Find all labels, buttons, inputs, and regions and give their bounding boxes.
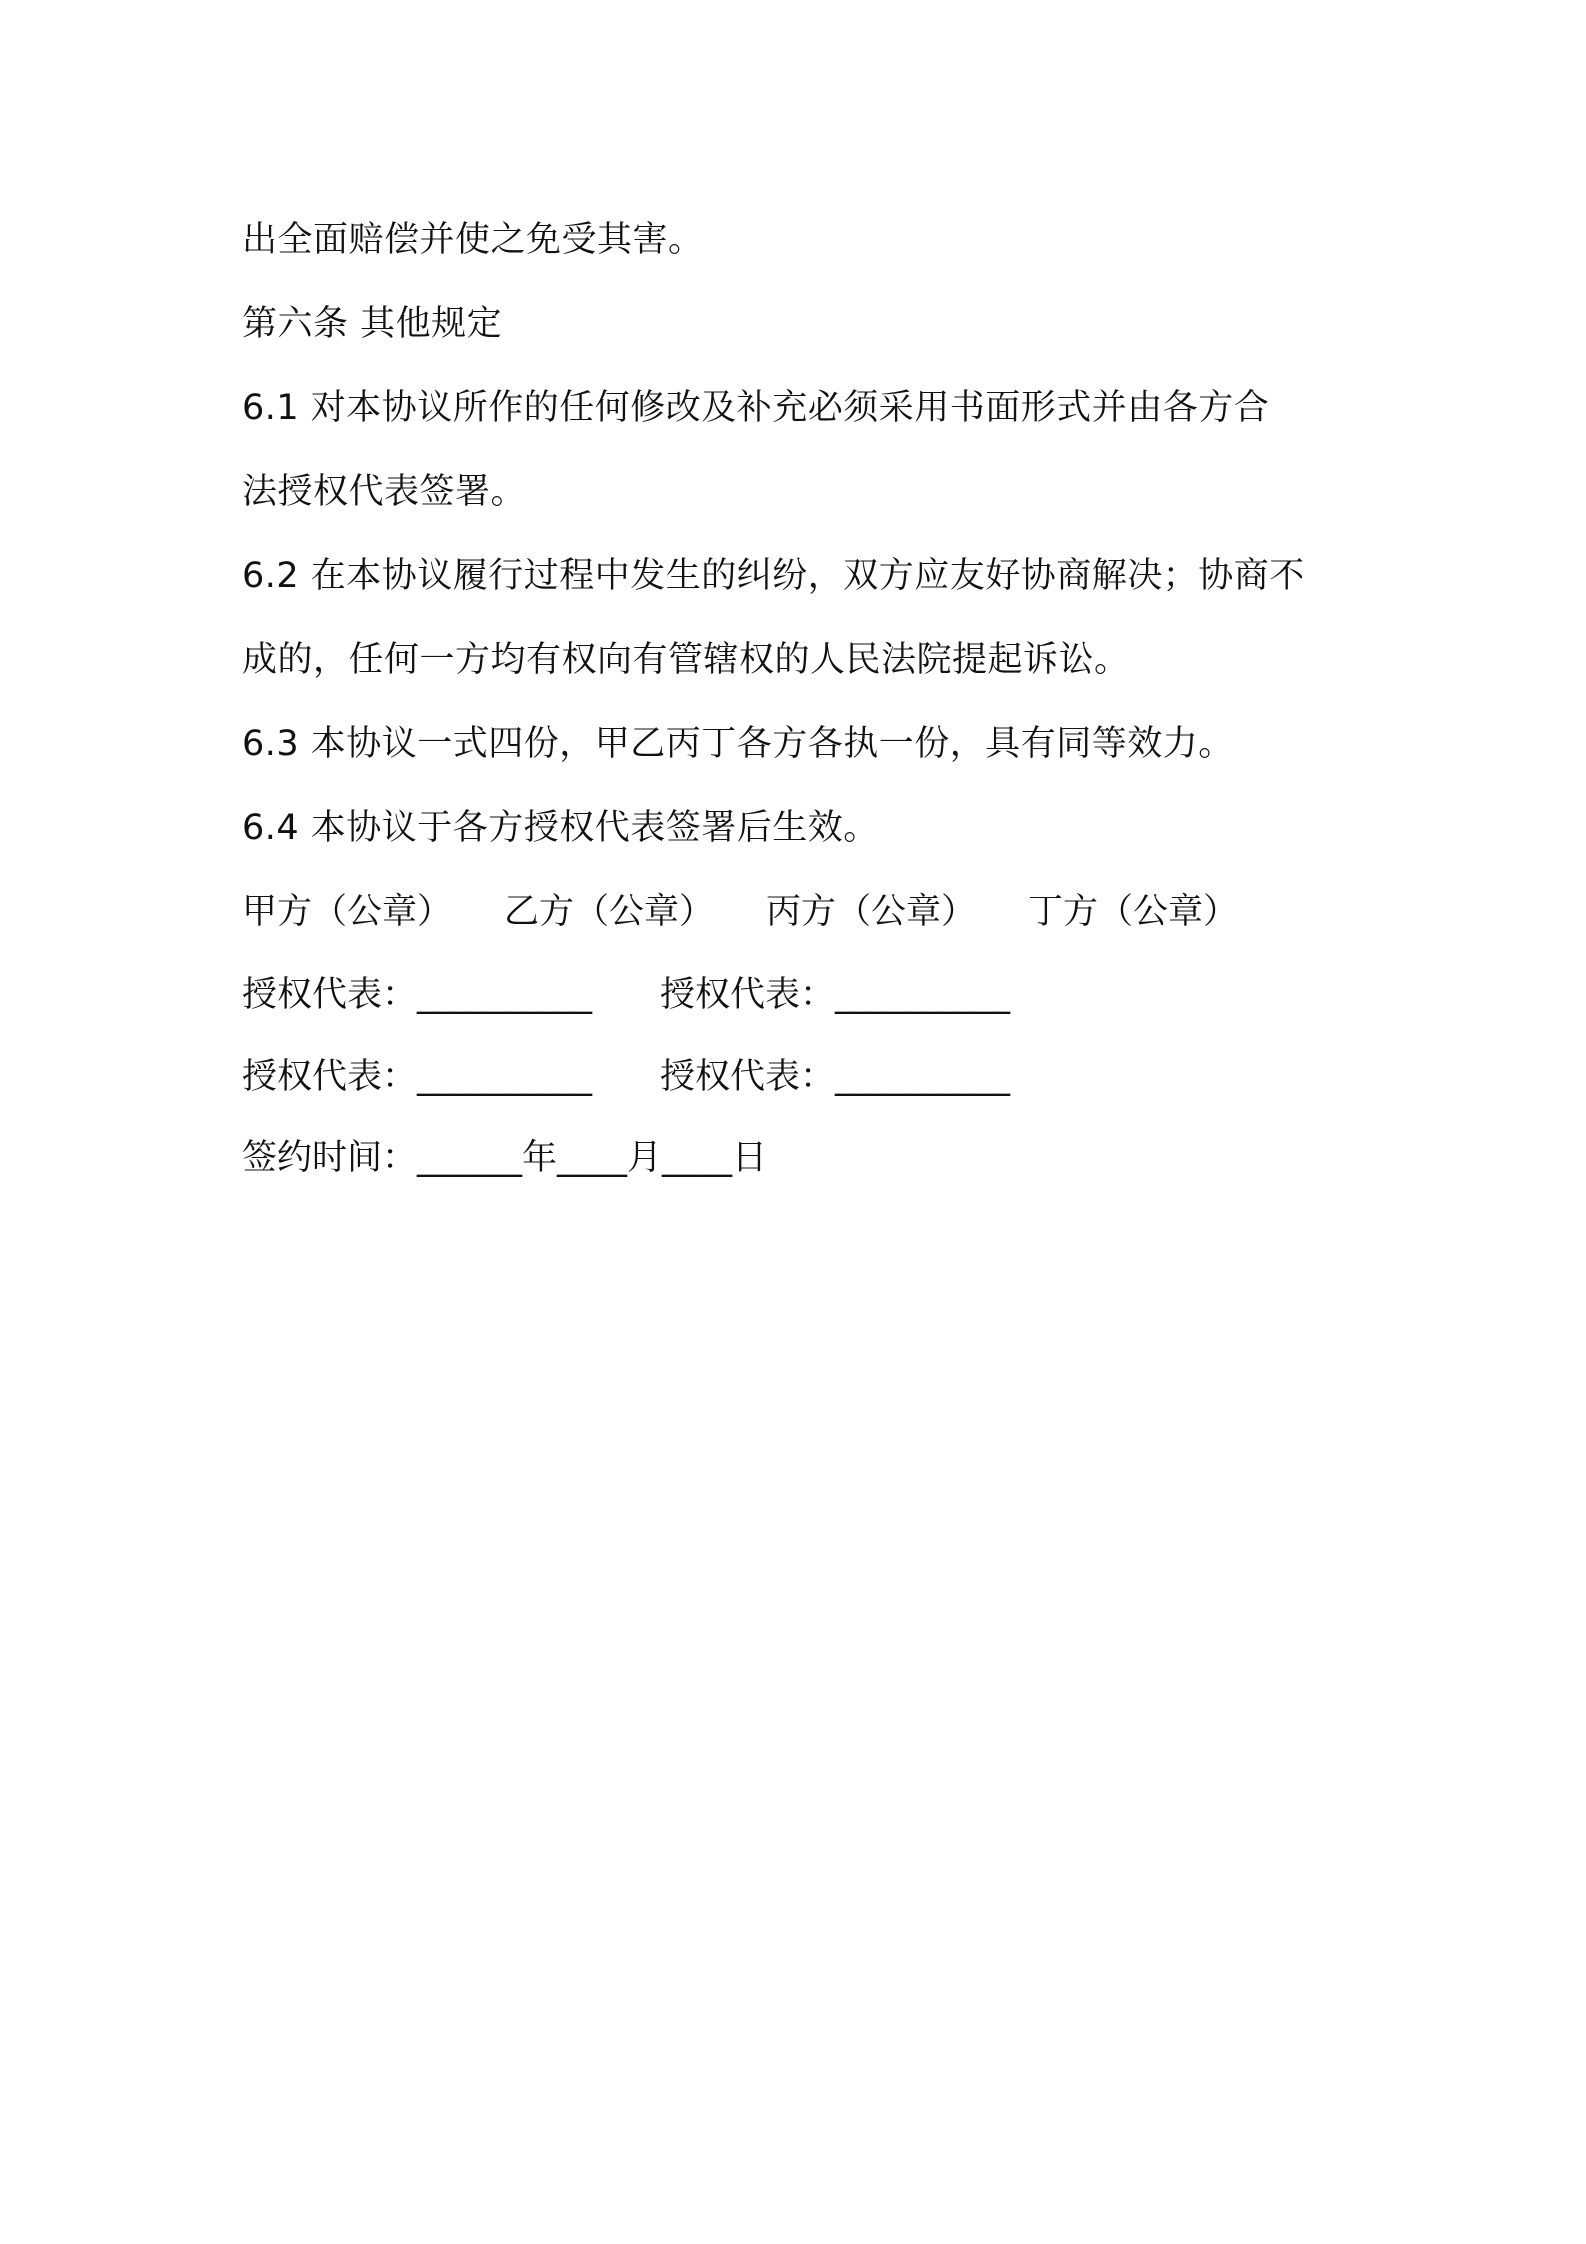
- authorized-rep-field: 授权代表：__________: [660, 1057, 1011, 1097]
- clause-6-1-line-1: 6.1 对本协议所作的任何修改及补充必须采用书面形式并由各方合: [242, 388, 1270, 428]
- party-c-seal: 丙方（公章）: [766, 892, 977, 932]
- sign-date-field: 签约时间：______年____月____日: [242, 1138, 768, 1178]
- authorized-rep-field: 授权代表：__________: [242, 1057, 593, 1097]
- paragraph-line: 出全面赔偿并使之免受其害。: [242, 220, 704, 260]
- clause-6-4: 6.4 本协议于各方授权代表签署后生效。: [242, 808, 879, 848]
- party-b-seal: 乙方（公章）: [504, 892, 715, 932]
- party-a-seal: 甲方（公章）: [242, 892, 453, 932]
- party-seals-row: [242, 870, 1352, 954]
- document-body: [242, 198, 1352, 1198]
- party-d-seal: 丁方（公章）: [1028, 892, 1239, 932]
- authorized-rep-field: 授权代表：__________: [660, 975, 1011, 1015]
- signature-row: [242, 1036, 1352, 1118]
- clause-6-1-line-2: 法授权代表签署。: [242, 472, 527, 512]
- signature-row: [242, 954, 1352, 1036]
- authorized-rep-field: 授权代表：__________: [242, 975, 593, 1015]
- clause-6-2-line-2: 成的，任何一方均有权向有管辖权的人民法院提起诉讼。: [242, 640, 1130, 680]
- clause-6-2-line-1: 6.2 在本协议履行过程中发生的纠纷，双方应友好协商解决；协商不: [242, 556, 1305, 596]
- clause-6-3: 6.3 本协议一式四份，甲乙丙丁各方各执一份，具有同等效力。: [242, 724, 1234, 764]
- section-heading: 第六条 其他规定: [242, 304, 503, 344]
